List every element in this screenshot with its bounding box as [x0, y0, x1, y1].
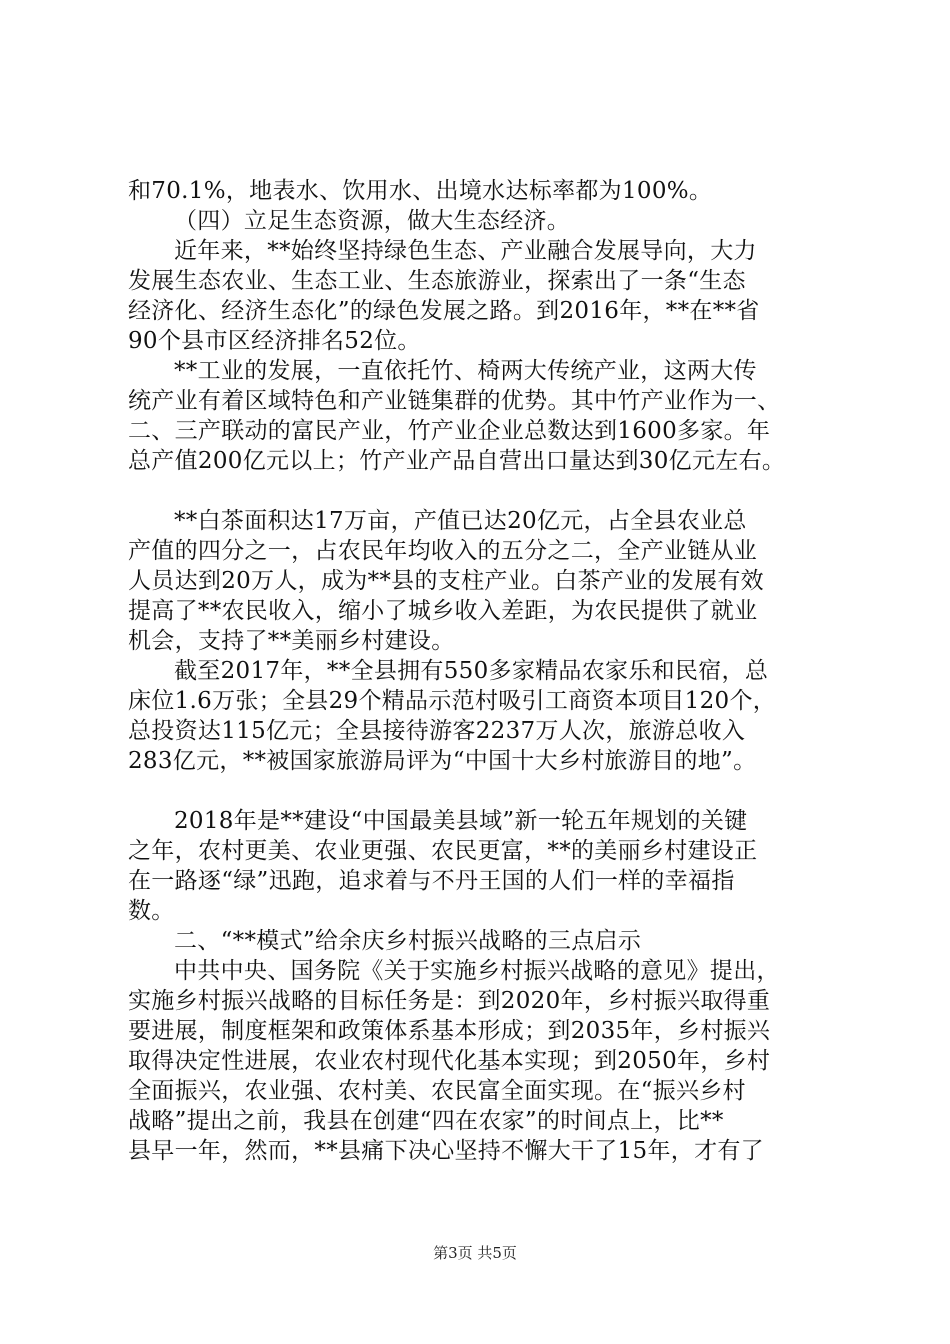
text-line: 战略”提出之前，我县在创建“四在农家”的时间点上，比**: [128, 1108, 724, 1134]
text-line: 统产业有着区域特色和产业链集群的优势。其中竹产业作为一、: [128, 388, 781, 414]
section-heading: 二、“**模式”给余庆乡村振兴战略的三点启示: [174, 928, 642, 954]
text-line: 2018年是**建设“中国最美县域”新一轮五年规划的关键: [174, 808, 748, 834]
text-line: 实施乡村振兴战略的目标任务是：到2020年，乡村振兴取得重: [128, 988, 771, 1014]
text-line: 90个县市区经济排名52位。: [128, 328, 421, 354]
text-line: 数。: [128, 898, 175, 924]
text-line: 机会，支持了**美丽乡村建设。: [128, 628, 455, 654]
text-line: 人员达到20万人，成为**县的支柱产业。白茶产业的发展有效: [128, 568, 764, 594]
text-line: 床位1.6万张；全县29个精品示范村吸引工商资本项目120个，: [128, 688, 777, 714]
text-line: 提高了**农民收入，缩小了城乡收入差距，为农民提供了就业: [128, 598, 758, 624]
document-body: [128, 176, 828, 1166]
text-line: 截至2017年，**全县拥有550多家精品农家乐和民宿，总: [174, 658, 769, 684]
text-line: 和70.1%，地表水、饮用水、出境水达标率都为100%。: [128, 178, 713, 204]
text-line: 县早一年，然而，**县痛下决心坚持不懈大干了15年，才有了: [128, 1138, 764, 1164]
text-line: 中共中央、国务院《关于实施乡村振兴战略的意见》提出，: [174, 958, 780, 984]
text-line: 总产值200亿元以上；竹产业产品自营出口量达到30亿元左右。: [128, 448, 786, 474]
text-line: 总投资达115亿元；全县接待游客2237万人次，旅游总收入: [128, 718, 746, 744]
text-line: 近年来，**始终坚持绿色生态、产业融合发展导向，大力: [174, 238, 757, 264]
text-line: 要进展，制度框架和政策体系基本形成；到2035年，乡村振兴: [128, 1018, 771, 1044]
page-number-footer: 第3页 共5页: [433, 1244, 517, 1262]
text-line: 之年，农村更美、农业更强、农民更富，**的美丽乡村建设正: [128, 838, 758, 864]
paragraph-gap: [128, 776, 828, 806]
text-line: 取得决定性进展，农业农村现代化基本实现；到2050年，乡村: [128, 1048, 771, 1074]
text-line: **白茶面积达17万亩，产值已达20亿元，占全县农业总: [174, 508, 747, 534]
text-line: 全面振兴，农业强、农村美、农民富全面实现。在“振兴乡村: [128, 1078, 746, 1104]
text-line: 发展生态农业、生态工业、生态旅游业，探索出了一条“生态: [128, 268, 746, 294]
text-line: **工业的发展，一直依托竹、椅两大传统产业，这两大传: [174, 358, 757, 384]
section-heading: （四）立足生态资源，做大生态经济。: [174, 208, 571, 234]
paragraph-gap: [128, 476, 828, 506]
text-line: 产值的四分之一，占农民年均收入的五分之二，全产业链从业: [128, 538, 758, 564]
text-line: 二、三产联动的富民产业，竹产业企业总数达到1600多家。年: [128, 418, 771, 444]
text-line: 在一路逐“绿”迅跑，追求着与不丹王国的人们一样的幸福指: [128, 868, 735, 894]
text-line: 经济化、经济生态化”的绿色发展之路。到2016年，**在**省: [128, 298, 760, 324]
text-line: 283亿元，**被国家旅游局评为“中国十大乡村旅游目的地”。: [128, 748, 757, 774]
